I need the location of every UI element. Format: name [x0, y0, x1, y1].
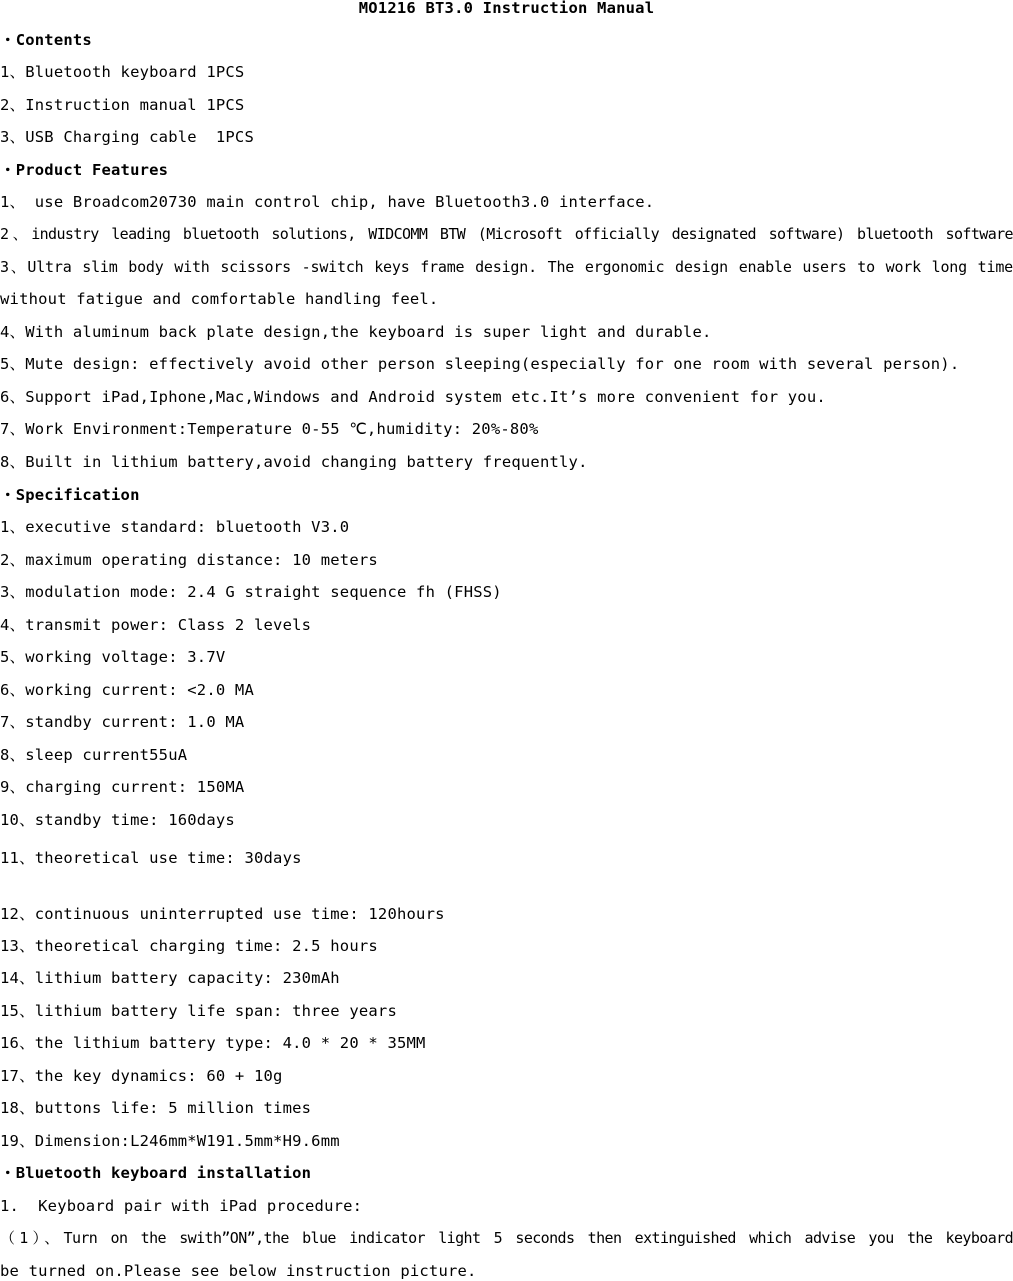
- feature-item: 1、 use Broadcom20730 main control chip, have Bluetooth3.0 interface.: [0, 193, 655, 211]
- specification-heading: ・Specification: [0, 486, 140, 504]
- contents-item: 3、USB Charging cable 1PCS: [0, 128, 254, 146]
- features-heading: ・Product Features: [0, 161, 169, 179]
- spec-item: 1、executive standard: bluetooth V3.0: [0, 518, 350, 536]
- contents-item: 2、Instruction manual 1PCS: [0, 96, 245, 114]
- contents-item: 1、Bluetooth keyboard 1PCS: [0, 63, 245, 81]
- spec-item: 10、standby time: 160days: [0, 811, 235, 829]
- feature-item: 2、industry leading bluetooth solutions, WIDCOMM BTW (Microsoft officially designated software) bluetooth software: [0, 225, 1013, 243]
- contents-heading: ・Contents: [0, 31, 92, 49]
- spec-item: 16、the lithium battery type: 4.0 * 20 * 35MM: [0, 1034, 426, 1052]
- spec-item: 12、continuous uninterrupted use time: 120hours: [0, 905, 445, 923]
- feature-item: 6、Support iPad,Iphone,Mac,Windows and Android system etc.It’s more convenient for you.: [0, 388, 826, 406]
- feature-item: 8、Built in lithium battery,avoid changing battery frequently.: [0, 453, 588, 471]
- spec-item: 5、working voltage: 3.7V: [0, 648, 226, 666]
- installation-heading: ・Bluetooth keyboard installation: [0, 1164, 312, 1182]
- feature-item: 4、With aluminum back plate design,the keyboard is super light and durable.: [0, 323, 712, 341]
- feature-item: 7、Work Environment:Temperature 0-55 ℃,humidity: 20%-80%: [0, 420, 539, 438]
- spec-item: 8、sleep current55uA: [0, 746, 188, 764]
- spec-item: 11、theoretical use time: 30days: [0, 849, 302, 867]
- installation-step: be turned on.Please see below instruction picture.: [0, 1262, 477, 1280]
- feature-item: without fatigue and comfortable handling feel.: [0, 290, 439, 308]
- spec-item: 17、the key dynamics: 60 + 10g: [0, 1067, 283, 1085]
- spec-item: 15、lithium battery life span: three years: [0, 1002, 397, 1020]
- spec-item: 6、working current: <2.0 MA: [0, 681, 254, 699]
- spec-item: 4、transmit power: Class 2 levels: [0, 616, 312, 634]
- spec-item: 18、buttons life: 5 million times: [0, 1099, 312, 1117]
- spec-item: 9、charging current: 150MA: [0, 778, 245, 796]
- spec-item: 13、theoretical charging time: 2.5 hours: [0, 937, 378, 955]
- spec-item: 7、standby current: 1.0 MA: [0, 713, 245, 731]
- spec-item: 3、modulation mode: 2.4 G straight sequence fh (FHSS): [0, 583, 502, 601]
- installation-step: 1. Keyboard pair with iPad procedure:: [0, 1197, 363, 1215]
- page-title: MO1216 BT3.0 Instruction Manual: [358, 0, 655, 17]
- spec-item: 14、lithium battery capacity: 230mAh: [0, 969, 340, 987]
- feature-item: 3、Ultra slim body with scissors -switch keys frame design. The ergonomic design enable users to work long time: [0, 258, 1013, 276]
- installation-step: （1）、Turn on the swith”ON”,the blue indicator light 5 seconds then extinguished which advise you the keyboard: [0, 1229, 1013, 1247]
- spec-item: 2、maximum operating distance: 10 meters: [0, 551, 378, 569]
- spec-item: 19、Dimension:L246mm*W191.5mm*H9.6mm: [0, 1132, 340, 1150]
- feature-item: 5、Mute design: effectively avoid other person sleeping(especially for one room with several person).: [0, 355, 960, 373]
